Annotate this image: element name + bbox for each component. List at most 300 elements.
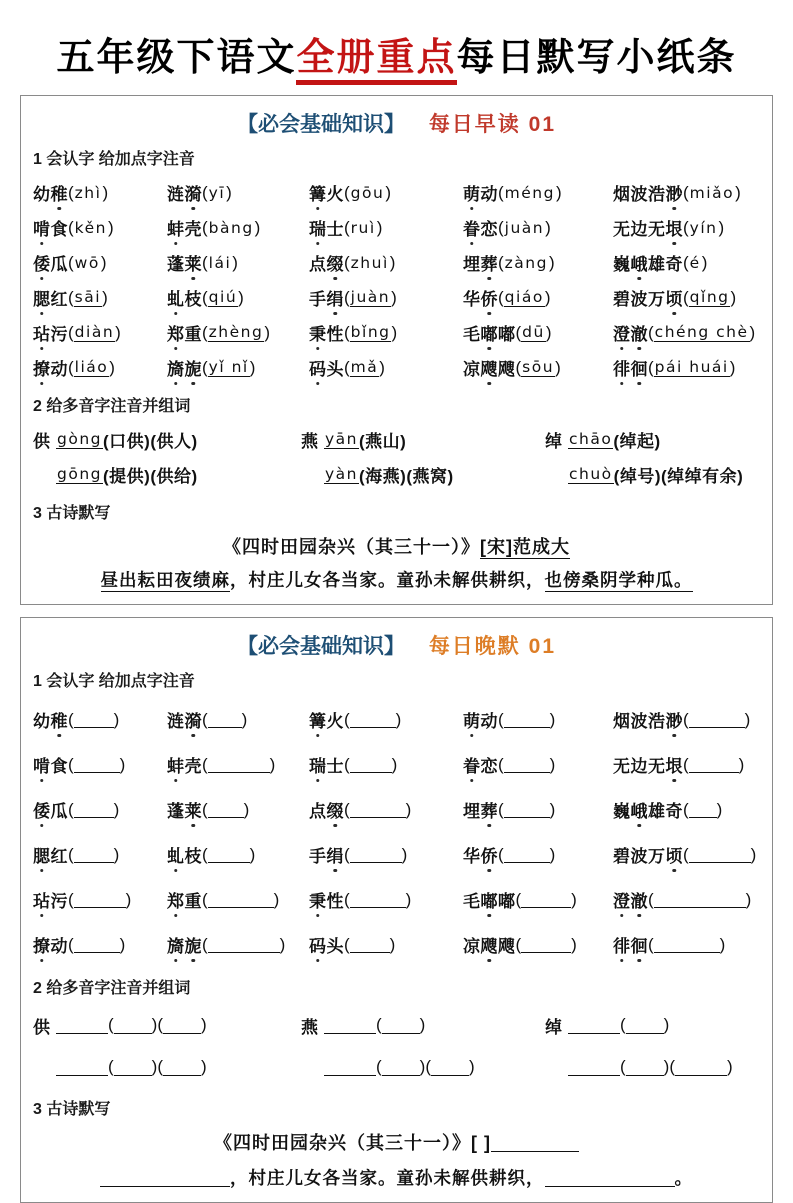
answer-blank [382, 1016, 420, 1033]
word-item: 旖旎 ( ) [167, 922, 309, 967]
answer-blank [689, 756, 739, 773]
answer-blank [504, 756, 550, 773]
polyphone-row: 供 ( )( ) [33, 1004, 301, 1046]
dotted-char: 峨 [631, 797, 649, 822]
dotted-char: 嘟 [481, 887, 499, 912]
dotted-char: 虬 [167, 842, 185, 867]
pinyin-answer: miǎo [689, 183, 735, 202]
poem-segment: [ ] [471, 1133, 491, 1153]
pinyin-answer: chéng chè [654, 323, 749, 341]
answer-blank [208, 846, 250, 863]
dotted-word: 篝火 [309, 707, 344, 732]
dotted-char: 篝 [309, 180, 327, 205]
dotted-char: 徘 [613, 355, 631, 380]
word-item: 碧波万顷 ( ) [613, 832, 760, 877]
dotted-char: 玷 [33, 887, 51, 912]
answer-blank [100, 1169, 230, 1187]
card-header [33, 630, 760, 660]
pinyin-answer: yàn [325, 465, 358, 483]
polyphone-row [301, 457, 545, 492]
dotted-word: 手绢 [309, 842, 344, 867]
polyphone-words: (绰号)(绰绰有余) [613, 467, 744, 486]
dotted-word: 倭瓜 [33, 797, 68, 822]
worksheet-card-morning [20, 95, 773, 605]
answer-blank [504, 846, 550, 863]
word-item: 幼稚 ( zhì ) [33, 175, 167, 210]
word-item: 眷恋 ( ) [463, 742, 613, 787]
answer-blank [208, 756, 270, 773]
dotted-char: 澈 [631, 320, 649, 345]
word-item: 手绢 ( ) [309, 832, 463, 877]
worksheet-card-evening [20, 617, 773, 1203]
pinyin-answer: liáo [74, 358, 109, 376]
polyphone-row [33, 422, 301, 457]
answer-blank [382, 1058, 420, 1075]
dotted-char: 眷 [463, 215, 481, 240]
word-item: 毛嘟嘟 ( dū ) [463, 315, 613, 350]
dotted-word: 腮红 [33, 285, 68, 310]
pinyin-answer: bǐng [350, 323, 391, 341]
dotted-char: 澈 [631, 887, 649, 912]
dotted-char: 蚌 [167, 215, 185, 240]
dotted-char: 撩 [33, 932, 51, 957]
dotted-char: 澄 [613, 887, 631, 912]
poem-segment: 《四时田园杂兴（其三十一）》 [214, 1133, 471, 1153]
pinyin-answer: diàn [74, 323, 115, 341]
pinyin-answer: qiú [208, 288, 238, 306]
answer-blank [163, 1016, 201, 1033]
answer-blank [626, 1016, 664, 1033]
word-item: 无边无垠 ( ) [613, 742, 760, 787]
part2-label: 2 给多音字注音并组词 [33, 980, 191, 997]
word-item: 点缀 ( ) [309, 787, 463, 832]
dotted-word: 无边无垠 [613, 215, 683, 240]
dotted-word: 腮红 [33, 842, 68, 867]
polyphone-grid [33, 422, 760, 492]
polyphone-words: (燕山) [359, 432, 407, 451]
dotted-word: 毛嘟嘟 [463, 887, 516, 912]
word-item: 埋葬 ( zàng ) [463, 245, 613, 280]
dotted-char: 萌 [463, 180, 481, 205]
poem-segment: ，村庄儿女各当家。童孙未解供耕织， [230, 1168, 545, 1188]
dotted-word: 瑞士 [309, 752, 344, 777]
answer-blank [208, 801, 244, 818]
polyphone-row [545, 457, 760, 492]
word-item: 华侨 ( qiáo ) [463, 280, 613, 315]
dotted-char: 渺 [666, 707, 684, 732]
word-item: 徘徊 ( pái huái ) [613, 350, 760, 385]
word-item: 郑重 ( zhèng ) [167, 315, 309, 350]
dotted-word: 萌动 [463, 707, 498, 732]
dotted-word: 无边无垠 [613, 752, 683, 777]
dotted-char: 侨 [481, 842, 499, 867]
dotted-char: 顷 [666, 285, 684, 310]
pinyin-answer: qiáo [504, 288, 544, 306]
poem-title [33, 1129, 760, 1155]
dotted-char: 侨 [481, 285, 499, 310]
word-item: 眷恋 ( juàn ) [463, 210, 613, 245]
answer-blank [350, 801, 406, 818]
answer-blank [74, 891, 126, 908]
pinyin-answer: dū [522, 323, 545, 341]
dotted-word: 华侨 [463, 285, 498, 310]
dotted-word: 华侨 [463, 842, 498, 867]
dotted-char: 秉 [309, 887, 327, 912]
word-item: 玷污 ( ) [33, 877, 167, 922]
answer-blank [74, 846, 114, 863]
word-item: 澄澈 ( chéng chè ) [613, 315, 760, 350]
word-item: 啃食 ( ) [33, 742, 167, 787]
dotted-word: 涟漪 [167, 180, 202, 205]
dotted-word: 埋葬 [463, 250, 498, 275]
dotted-word: 码头 [309, 355, 344, 380]
pinyin-answer: yān [325, 430, 358, 448]
answer-blank [689, 801, 717, 818]
word-item: 蓬莱 ( lái ) [167, 245, 309, 280]
dotted-char: 瑞 [309, 752, 327, 777]
word-item: 烟波浩渺 ( miǎo ) [613, 175, 760, 210]
dotted-word: 啃食 [33, 215, 68, 240]
dotted-char: 虬 [167, 285, 185, 310]
page-title [0, 26, 793, 81]
dotted-char: 蚌 [167, 752, 185, 777]
word-item: 倭瓜 ( ) [33, 787, 167, 832]
word-item: 点缀 ( zhuì ) [309, 245, 463, 280]
dotted-word: 幼稚 [33, 180, 68, 205]
dotted-word: 篝火 [309, 180, 344, 205]
pinyin-answer: gōng [57, 465, 102, 483]
poem-underlined-segment: [宋]范成大 [480, 537, 570, 557]
word-item: 码头 ( mǎ ) [309, 350, 463, 385]
word-item: 毛嘟嘟 ( ) [463, 877, 613, 922]
dotted-char: 稚 [51, 707, 69, 732]
dotted-word: 眷恋 [463, 752, 498, 777]
dotted-char: 码 [309, 355, 327, 380]
polyphone-words: (口供)(供人) [103, 432, 198, 451]
word-item: 碧波万顷 ( qǐng ) [613, 280, 760, 315]
pinyin-answer: lái [208, 253, 232, 272]
dotted-char: 莱 [185, 797, 203, 822]
dotted-char: 旎 [185, 932, 203, 957]
dotted-char: 徊 [631, 932, 649, 957]
polyphone-char: 绰 [545, 1017, 562, 1037]
polyphone-row: ( )( ) [301, 1046, 545, 1088]
dotted-char: 郑 [167, 887, 185, 912]
dotted-word: 码头 [309, 932, 344, 957]
dotted-char: 啃 [33, 215, 51, 240]
answer-blank [431, 1058, 469, 1075]
pinyin-answer: sāi [74, 288, 102, 306]
word-item: 瑞士 ( ruì ) [309, 210, 463, 245]
part2-label: 2 给多音字注音并组词 [33, 398, 191, 415]
polyphone-char: 燕 [301, 1017, 318, 1037]
word-item: 凉飕飕 ( sōu ) [463, 350, 613, 385]
word-item: 啃食 ( kěn ) [33, 210, 167, 245]
polyphone-row [301, 422, 545, 457]
dotted-char: 撩 [33, 355, 51, 380]
dotted-word: 郑重 [167, 320, 202, 345]
answer-blank [114, 1058, 152, 1075]
polyphone-char: 燕 [301, 432, 318, 451]
word-item: 埋葬 ( ) [463, 787, 613, 832]
card-header-badge: 每日晚默 01 [428, 635, 557, 658]
word-item: 蚌壳 ( ) [167, 742, 309, 787]
word-item: 篝火 ( ) [309, 697, 463, 742]
answer-blank [74, 801, 114, 818]
pinyin-answer: mǎ [350, 358, 379, 376]
word-item: 烟波浩渺 ( ) [613, 697, 760, 742]
answer-blank [350, 846, 402, 863]
dotted-word: 碧波万顷 [613, 285, 683, 310]
dotted-word: 毛嘟嘟 [463, 320, 516, 345]
word-item: 秉性 ( ) [309, 877, 463, 922]
card-header [33, 108, 760, 138]
answer-blank [74, 711, 114, 728]
word-item: 巍峨雄奇 ( é ) [613, 245, 760, 280]
dotted-word: 萌动 [463, 180, 498, 205]
answer-blank [568, 1016, 620, 1033]
page-title-highlight: 全册重点 [296, 37, 456, 85]
pinyin-answer: zhì [74, 183, 102, 202]
answer-blank [654, 891, 746, 908]
answer-blank [568, 1058, 620, 1075]
dotted-word: 幼稚 [33, 707, 68, 732]
word-item: 澄澈 ( ) [613, 877, 760, 922]
poem-underlined-segment: 昼出耘田夜绩麻 [100, 570, 230, 590]
dotted-char: 飕 [481, 355, 499, 380]
word-item: 幼稚 ( ) [33, 697, 167, 742]
dotted-word: 倭瓜 [33, 250, 68, 275]
word-item: 郑重 ( ) [167, 877, 309, 922]
answer-blank [545, 1169, 675, 1187]
dotted-char: 腮 [33, 842, 51, 867]
word-item: 撩动 ( liáo ) [33, 350, 167, 385]
pinyin-answer: chuò [569, 465, 613, 483]
dotted-word: 瑞士 [309, 215, 344, 240]
answer-blank [56, 1016, 108, 1033]
word-item: 华侨 ( ) [463, 832, 613, 877]
dotted-char: 绢 [327, 285, 345, 310]
dotted-char: 垠 [666, 215, 684, 240]
dotted-char: 徘 [613, 932, 631, 957]
pinyin-answer: juàn [350, 288, 391, 306]
answer-blank [675, 1058, 727, 1075]
answer-blank [350, 756, 392, 773]
polyphone-words: (海燕)(燕窝) [359, 467, 454, 486]
poem-segment: 《四时田园杂兴（其三十一）》 [223, 537, 480, 557]
word-item: 蚌壳 ( bàng ) [167, 210, 309, 245]
dotted-word: 蓬莱 [167, 797, 202, 822]
answer-blank [521, 936, 571, 953]
pinyin-answer: chāo [569, 430, 613, 448]
dotted-char: 腮 [33, 285, 51, 310]
pinyin-answer: gōu [350, 183, 385, 202]
dotted-word [613, 320, 648, 345]
word-item: 旖旎 ( yǐ nǐ ) [167, 350, 309, 385]
pinyin-answer: yín [689, 218, 718, 237]
answer-blank [504, 801, 550, 818]
pinyin-answer: yǐ nǐ [208, 358, 249, 376]
dotted-char: 倭 [33, 250, 51, 275]
polyphone-row: ( )( ) [33, 1046, 301, 1088]
pinyin-answer: méng [504, 183, 555, 202]
answer-blank [208, 711, 242, 728]
dotted-word: 郑重 [167, 887, 202, 912]
dotted-word: 点缀 [309, 250, 344, 275]
dotted-word: 撩动 [33, 355, 68, 380]
word-item: 凉飕飕 ( ) [463, 922, 613, 967]
dotted-char: 徊 [631, 355, 649, 380]
dotted-word: 蚌壳 [167, 752, 202, 777]
dotted-word [613, 887, 648, 912]
polyphone-row [545, 422, 760, 457]
word-item: 无边无垠 ( yín ) [613, 210, 760, 245]
word-item: 徘徊 ( ) [613, 922, 760, 967]
dotted-word: 巍峨雄奇 [613, 250, 683, 275]
word-item: 涟漪 ( ) [167, 697, 309, 742]
dotted-char: 峨 [631, 250, 649, 275]
dotted-word: 涟漪 [167, 707, 202, 732]
dotted-word: 烟波浩渺 [613, 707, 683, 732]
dotted-char: 眷 [463, 752, 481, 777]
dotted-char: 缀 [327, 797, 345, 822]
dotted-char: 旖 [167, 932, 185, 957]
answer-blank [74, 756, 120, 773]
answer-blank [350, 711, 396, 728]
word-item: 虬枝 ( ) [167, 832, 309, 877]
word-item: 秉性 ( bǐng ) [309, 315, 463, 350]
answer-blank [114, 1016, 152, 1033]
page-title-post: 每日默写小纸条 [456, 37, 737, 79]
pinyin-answer: zhèng [208, 323, 264, 341]
pinyin-answer: sōu [522, 358, 555, 376]
pinyin-answer: gòng [57, 430, 102, 448]
word-item: 篝火 ( gōu ) [309, 175, 463, 210]
poem-underlined-segment: 也傍桑阴学种瓜。 [544, 570, 693, 590]
dotted-char: 渺 [666, 180, 684, 205]
dotted-char: 飕 [481, 932, 499, 957]
word-item: 撩动 ( ) [33, 922, 167, 967]
polyphone-char: 供 [33, 1017, 50, 1037]
pinyin-answer: ruì [350, 218, 376, 237]
pinyin-answer: wō [74, 253, 100, 272]
polyphone-words: (绰起) [613, 432, 661, 451]
part3-label: 3 古诗默写 [33, 1101, 111, 1118]
dotted-word: 点缀 [309, 797, 344, 822]
dotted-char: 萌 [463, 707, 481, 732]
answer-blank [208, 891, 274, 908]
dotted-char: 稚 [51, 180, 69, 205]
word-grid [33, 175, 760, 385]
poem-line [33, 567, 760, 592]
word-item: 腮红 ( sāi ) [33, 280, 167, 315]
dotted-char: 澄 [613, 320, 631, 345]
dotted-word: 虬枝 [167, 285, 202, 310]
polyphone-grid [33, 1004, 760, 1088]
pinyin-answer: bàng [208, 218, 254, 237]
dotted-word: 蚌壳 [167, 215, 202, 240]
dotted-char: 缀 [327, 250, 345, 275]
dotted-word: 玷污 [33, 887, 68, 912]
pinyin-answer: zhuì [350, 253, 389, 272]
word-item: 涟漪 ( yī ) [167, 175, 309, 210]
dotted-word [613, 932, 648, 957]
answer-blank [324, 1058, 376, 1075]
answer-blank [689, 711, 745, 728]
pinyin-answer: yī [208, 183, 226, 202]
word-item: 瑞士 ( ) [309, 742, 463, 787]
dotted-word [167, 355, 202, 380]
dotted-char: 葬 [481, 250, 499, 275]
dotted-word: 虬枝 [167, 842, 202, 867]
part1-label: 1 会认字 给加点字注音 [33, 151, 195, 168]
dotted-word: 巍峨雄奇 [613, 797, 683, 822]
poem-segment: 。 [674, 1168, 693, 1188]
dotted-char: 漪 [185, 707, 203, 732]
word-item: 码头 ( ) [309, 922, 463, 967]
word-item: 倭瓜 ( wō ) [33, 245, 167, 280]
poem-title [33, 533, 760, 559]
dotted-word: 碧波万顷 [613, 842, 683, 867]
answer-blank [521, 891, 571, 908]
dotted-char: 莱 [185, 250, 203, 275]
dotted-char: 旖 [167, 355, 185, 380]
dotted-word: 蓬莱 [167, 250, 202, 275]
dotted-word: 凉飕飕 [463, 932, 516, 957]
pinyin-answer: juàn [504, 218, 545, 237]
dotted-word: 玷污 [33, 320, 68, 345]
polyphone-char: 绰 [545, 432, 562, 451]
answer-blank [689, 846, 751, 863]
answer-blank [350, 891, 406, 908]
dotted-word: 手绢 [309, 285, 344, 310]
dotted-word: 埋葬 [463, 797, 498, 822]
dotted-word: 凉飕飕 [463, 355, 516, 380]
dotted-char: 葬 [481, 797, 499, 822]
poem-line [33, 1165, 760, 1190]
dotted-word: 秉性 [309, 887, 344, 912]
word-item: 蓬莱 ( ) [167, 787, 309, 832]
polyphone-row: 燕 ( ) [301, 1004, 545, 1046]
dotted-word: 秉性 [309, 320, 344, 345]
pinyin-answer: kěn [74, 218, 107, 237]
polyphone-row [33, 457, 301, 492]
dotted-char: 嘟 [481, 320, 499, 345]
dotted-word [167, 932, 202, 957]
pinyin-answer: zàng [504, 253, 548, 272]
dotted-char: 郑 [167, 320, 185, 345]
part3-label: 3 古诗默写 [33, 505, 111, 522]
dotted-char: 篝 [309, 707, 327, 732]
part1-label: 1 会认字 给加点字注音 [33, 673, 195, 690]
answer-blank [163, 1058, 201, 1075]
dotted-word [613, 355, 648, 380]
dotted-char: 秉 [309, 320, 327, 345]
word-item: 手绢 ( juàn ) [309, 280, 463, 315]
dotted-char: 瑞 [309, 215, 327, 240]
polyphone-words: (提供)(供给) [103, 467, 198, 486]
dotted-char: 玷 [33, 320, 51, 345]
dotted-char: 垠 [666, 752, 684, 777]
pinyin-answer: qǐng [689, 288, 730, 306]
answer-blank [56, 1058, 108, 1075]
word-item: 玷污 ( diàn ) [33, 315, 167, 350]
polyphone-char: 供 [33, 432, 50, 451]
answer-blank [504, 711, 550, 728]
card-header-title: 【必会基础知识】 [236, 635, 405, 658]
dotted-char: 旎 [185, 355, 203, 380]
answer-blank [491, 1134, 579, 1152]
